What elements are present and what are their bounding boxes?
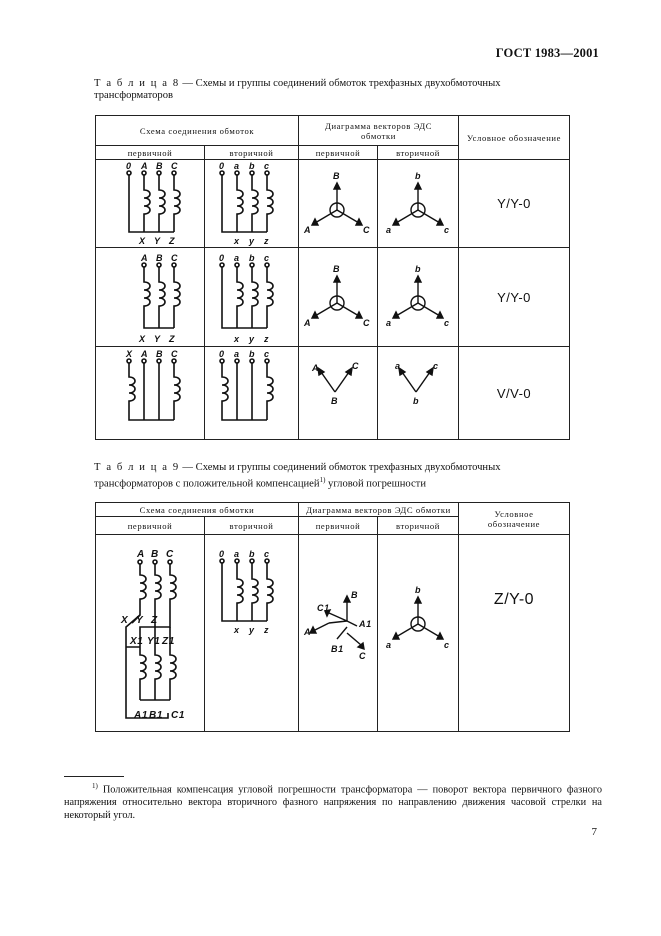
- terminal-label: b: [249, 549, 256, 559]
- terminal-label: B1: [149, 710, 163, 721]
- open-delta-winding-diagram: [96, 347, 204, 439]
- table8-row1-secondary-scheme: [205, 160, 299, 248]
- vector-label: A: [304, 318, 312, 328]
- table8-row2-primary-scheme: [96, 248, 205, 347]
- wye-neutral-winding-diagram: [205, 160, 298, 247]
- terminal-label: C: [171, 349, 179, 359]
- terminal-label: Z: [169, 236, 176, 246]
- terminal-label: C: [171, 161, 179, 171]
- terminal-label: a: [234, 253, 240, 263]
- table9-primary-vector: [299, 535, 378, 732]
- table9-head-designation: Условное обозначение: [459, 503, 570, 535]
- vector-label: A: [312, 363, 320, 373]
- terminal-label: A: [141, 161, 149, 171]
- terminal-label: z: [264, 334, 270, 344]
- table-row: [96, 535, 570, 732]
- table8-row3-primary-vector: [299, 347, 378, 440]
- table8-row2-primary-vector: [299, 248, 378, 347]
- footnote-mark: 1): [92, 782, 98, 790]
- vector-label: c: [444, 318, 450, 328]
- terminal-label: C1: [171, 710, 185, 721]
- terminal-label: z: [264, 625, 270, 635]
- wye-neutral-winding-diagram: [205, 535, 298, 731]
- connection-group-symbol: V/V-0: [496, 385, 532, 401]
- table9-head-diagram: Диаграмма векторов ЭДС обмотки: [299, 503, 459, 517]
- wye-neutral-winding-diagram: [205, 248, 298, 346]
- terminal-label: c: [264, 253, 270, 263]
- vector-label: a: [386, 640, 392, 650]
- vector-label: C: [359, 651, 367, 661]
- table9-secondary-vector: [378, 535, 459, 732]
- table9-head-primary-vector: первичной: [299, 517, 378, 535]
- table8-head-designation: Условное обозначение: [459, 116, 570, 160]
- wye-vector-diagram: [378, 535, 458, 731]
- table8-row3-secondary-vector: [378, 347, 459, 440]
- vector-label: C: [363, 225, 371, 235]
- v-vector-diagram: [378, 347, 458, 439]
- terminal-label: x: [234, 334, 240, 344]
- terminal-label: A: [137, 549, 145, 560]
- table9-head-scheme: Схема соединения обмотки: [96, 503, 299, 517]
- table8-row2-designation: [459, 248, 570, 347]
- table9: [95, 502, 570, 732]
- terminal-label: c: [264, 161, 270, 171]
- terminal-label: 0: [219, 161, 225, 171]
- terminal-label: C: [171, 253, 179, 263]
- footnote-text: Положительная компенсация угловой погрешности трансформатора — поворот вектора первичного фазного напряжения относительно вектора вторичного фазного напряжения по направлению движения часовой стрелки на некоторый угол.: [64, 784, 602, 821]
- terminal-label: 0: [126, 161, 132, 171]
- table8-caption-text: — Схемы и группы соединений обмоток трехфазных двухобмоточных трансформаторов: [94, 78, 501, 101]
- vector-label: C1: [317, 603, 330, 613]
- connection-group-symbol: Y/Y-0: [497, 196, 531, 211]
- terminal-label: a: [234, 161, 240, 171]
- terminal-label: X1: [130, 636, 144, 647]
- vector-label: a: [386, 318, 392, 328]
- table8-row2-secondary-vector: [378, 248, 459, 347]
- terminal-label: B: [156, 161, 164, 171]
- wye-vector-diagram: [378, 248, 458, 346]
- wye-vector-diagram: [378, 160, 458, 247]
- vector-label: B: [333, 264, 341, 274]
- table8-row3-secondary-scheme: [205, 347, 299, 440]
- vector-label: B: [331, 396, 339, 406]
- terminal-label: Z: [169, 334, 176, 344]
- terminal-label: Y: [136, 615, 144, 626]
- table8-head-secondary-vector: вторичной: [378, 146, 459, 160]
- footnote-divider: [64, 776, 124, 777]
- wye-vector-diagram: [299, 248, 377, 346]
- terminal-label: a: [234, 349, 240, 359]
- terminal-label: b: [249, 349, 256, 359]
- vector-label: a: [395, 361, 401, 371]
- table9-designation: [459, 535, 570, 732]
- vector-label: C: [363, 318, 371, 328]
- table8-head-diagram: Диаграмма векторов ЭДС обмотки: [299, 116, 459, 146]
- vector-label: b: [413, 396, 420, 406]
- table8-caption: [94, 78, 564, 102]
- table8-row3-primary-scheme: [96, 347, 205, 440]
- terminal-label: y: [249, 236, 255, 246]
- table8-row2-secondary-scheme: [205, 248, 299, 347]
- vector-label: B1: [331, 644, 344, 654]
- vector-label: A: [304, 627, 312, 637]
- terminal-label: y: [249, 625, 255, 635]
- vector-label: a: [386, 225, 392, 235]
- table8-head-primary: первичной: [96, 146, 205, 160]
- connection-group-symbol: Y/Y-0: [497, 289, 531, 305]
- vector-label: c: [433, 361, 439, 371]
- terminal-label: a: [234, 549, 240, 559]
- terminal-label: Y1: [147, 636, 161, 647]
- table-row: [96, 248, 570, 347]
- terminal-label: c: [264, 549, 270, 559]
- terminal-label: Z1: [162, 636, 175, 647]
- vector-label: b: [415, 585, 422, 595]
- table8-caption-prefix: Т а б л и ц а 8: [94, 78, 180, 89]
- terminal-label: x: [234, 236, 240, 246]
- terminal-label: 0: [219, 253, 225, 263]
- table8-row1-primary-scheme: [96, 160, 205, 248]
- wye-vector-diagram: [299, 160, 377, 247]
- vector-label: C: [352, 361, 360, 371]
- terminal-label: Y: [154, 236, 161, 246]
- table8-row3-designation: [459, 347, 570, 440]
- table8-head-primary-vector: первичной: [299, 146, 378, 160]
- table9-caption-tail: угловой погрешности: [325, 478, 426, 490]
- terminal-label: 0: [219, 549, 225, 559]
- vector-label: B: [333, 171, 341, 181]
- footnote-ref: 1): [319, 476, 326, 484]
- vector-label: A1: [359, 619, 372, 629]
- table9-caption: [94, 462, 564, 491]
- footnote: [64, 780, 602, 822]
- table-row: [96, 160, 570, 248]
- terminal-label: y: [249, 334, 255, 344]
- terminal-label: Z: [151, 615, 158, 626]
- terminal-label: A1: [134, 710, 148, 721]
- terminal-label: x: [234, 625, 240, 635]
- terminal-label: 0: [219, 349, 225, 359]
- zigzag-vector-diagram: [299, 535, 377, 731]
- terminal-label: X: [121, 615, 129, 626]
- table9-caption-text: — Схемы и группы соединений обмоток трехфазных двухобмоточных трансформаторов с положительной компенсацией: [94, 462, 501, 490]
- table9-caption-prefix: Т а б л и ц а 9: [94, 462, 180, 473]
- terminal-label: b: [249, 161, 256, 171]
- terminal-label: c: [264, 349, 270, 359]
- terminal-label: B: [151, 549, 159, 560]
- vector-label: b: [415, 171, 422, 181]
- terminal-label: B: [156, 349, 164, 359]
- table9-secondary-scheme: [205, 535, 299, 732]
- table9-head-secondary: вторичной: [205, 517, 299, 535]
- terminal-label: X: [126, 349, 133, 359]
- vector-label: b: [415, 264, 422, 274]
- zigzag-winding-diagram: [96, 535, 204, 731]
- table8-head-secondary: вторичной: [205, 146, 299, 160]
- vector-label: c: [444, 640, 450, 650]
- table8: [95, 115, 570, 440]
- terminal-label: X: [139, 236, 146, 246]
- terminal-label: Y: [154, 334, 161, 344]
- vector-label: A: [304, 225, 312, 235]
- table8-row1-secondary-vector: [378, 160, 459, 248]
- standard-header: ГОСТ 1983—2001: [495, 46, 599, 60]
- table8-row1-designation: [459, 160, 570, 248]
- table8-row1-primary-vector: [299, 160, 378, 248]
- table9-primary-scheme: [96, 535, 205, 732]
- vector-label: c: [444, 225, 450, 235]
- connection-group-symbol: Z/Y-0: [493, 591, 535, 608]
- table9-head-secondary-vector: вторичной: [378, 517, 459, 535]
- wye-winding-diagram: [96, 248, 204, 346]
- terminal-label: b: [249, 253, 256, 263]
- page-number: 7: [591, 826, 597, 838]
- terminal-label: C: [166, 549, 174, 560]
- terminal-label: z: [264, 236, 270, 246]
- table-row: [96, 347, 570, 440]
- terminal-label: X: [139, 334, 146, 344]
- v-vector-diagram: [299, 347, 377, 439]
- terminal-label: A: [141, 253, 149, 263]
- terminal-label: A: [141, 349, 149, 359]
- terminal-label: B: [156, 253, 164, 263]
- vector-label: B: [351, 590, 359, 600]
- table9-head-primary: первичной: [96, 517, 205, 535]
- wye-neutral-winding-diagram: [96, 160, 204, 247]
- table8-head-scheme: Схема соединения обмоток: [96, 116, 299, 146]
- open-delta-winding-diagram: [205, 347, 298, 439]
